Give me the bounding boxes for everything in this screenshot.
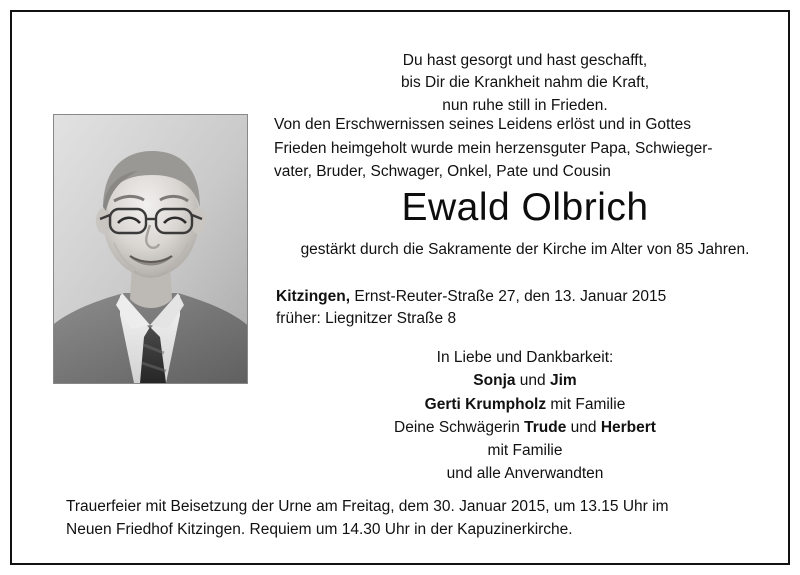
family-name-herbert: Herbert xyxy=(600,418,656,436)
address-street-date: Ernst-Reuter-Straße 27, den 13. Januar 2015 xyxy=(350,288,667,305)
family-line-3-rest: mit Familie xyxy=(546,395,626,413)
address-city: Kitzingen, xyxy=(276,288,351,305)
family-name-jim: Jim xyxy=(549,372,577,390)
family-line-2 xyxy=(274,369,776,392)
former-address-label: früher: xyxy=(276,310,326,328)
sacrament-line: gestärkt durch die Sakramente der Kirche im Alter von 85 Jahren. xyxy=(300,241,750,258)
family-conj-2: und xyxy=(566,418,601,436)
portrait-photo xyxy=(53,114,248,384)
funeral-line-2: Neuen Friedhof Kitzingen. Requiem um 14.30 Uhr in der Kapuzinerkirche. xyxy=(66,521,573,539)
family-name-gerti: Gerti Krumpholz xyxy=(424,395,547,413)
family-conj-1: und xyxy=(515,372,550,390)
family-line-4-prefix: Deine Schwägerin xyxy=(394,418,525,436)
family-line-4 xyxy=(274,416,776,439)
family-line-6: und alle Anverwandten xyxy=(446,465,604,483)
address-line-2 xyxy=(276,308,778,330)
verse-line-2: bis Dir die Krankheit nahm die Kraft, xyxy=(400,74,650,92)
funeral-line-1: Trauerfeier mit Beisetzung der Urne am Freitag, dem 30. Januar 2015, um 13.15 Uhr im xyxy=(66,498,669,515)
family-name-sonja: Sonja xyxy=(473,372,516,390)
family-heading: In Liebe und Dankbarkeit: xyxy=(436,349,614,366)
deceased-name: Ewald Olbrich xyxy=(401,186,649,229)
funeral-details xyxy=(66,495,766,542)
intro-line-3: vater, Bruder, Schwager, Onkel, Pate und Cousin xyxy=(274,163,611,181)
address-line-1 xyxy=(276,286,778,308)
family-line-3 xyxy=(274,393,776,416)
verse-line-1: Du hast gesorgt und hast geschafft, xyxy=(402,52,648,69)
family-line-5: mit Familie xyxy=(487,442,563,459)
intro-line-2: Frieden heimgeholt wurde mein herzensguter Papa, Schwieger- xyxy=(274,139,713,157)
family-name-trude: Trude xyxy=(524,418,567,436)
address-block xyxy=(276,286,778,331)
verse-line-3: nun ruhe still in Frieden. xyxy=(442,96,608,114)
portrait-photo-image xyxy=(54,115,247,383)
memorial-verse xyxy=(275,50,775,117)
intro-paragraph xyxy=(274,113,776,184)
family-block xyxy=(274,346,776,486)
intro-line-1: Von den Erschwernissen seines Leidens erlöst und in Gottes xyxy=(274,116,692,133)
former-address-value: Liegnitzer Straße 8 xyxy=(325,310,457,328)
